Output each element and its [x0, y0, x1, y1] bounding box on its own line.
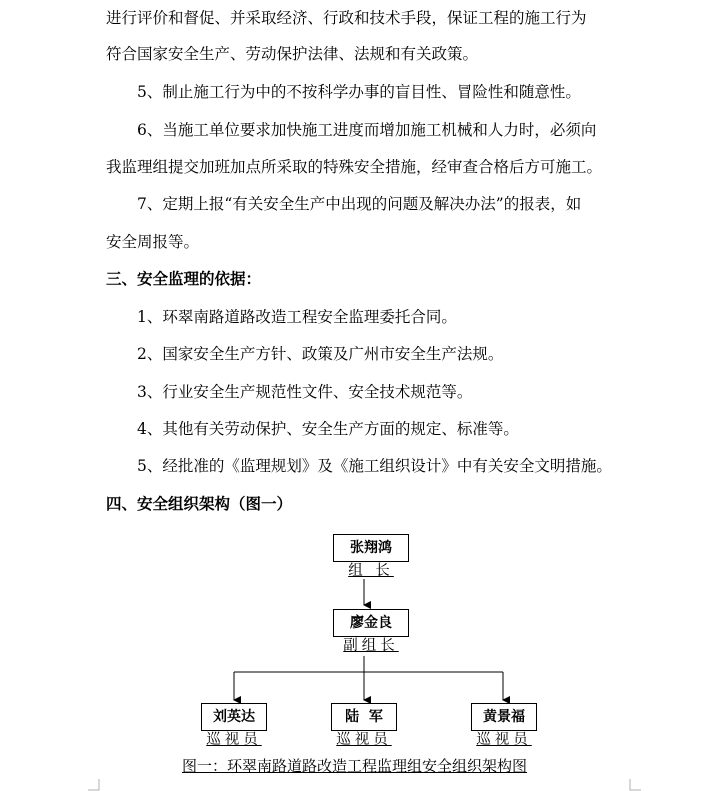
- org-node-deputy: 廖金良: [333, 609, 409, 637]
- org-node-inspector: 陆 军: [331, 703, 397, 731]
- list-item: 2、国家安全生产方针、政策及广州市安全生产法规。: [137, 345, 504, 363]
- org-role-inspector: 巡视员: [476, 732, 532, 748]
- list-item: 3、行业安全生产规范性文件、安全技术规范等。: [137, 383, 473, 401]
- org-role-inspector: 巡视员: [206, 732, 262, 748]
- body-line: 5、制止施工行为中的不按科学办事的盲目性、冒险性和随意性。: [137, 83, 581, 101]
- list-item: 5、经批准的《监理规划》及《施工组织设计》中有关安全文明措施。: [137, 457, 612, 475]
- org-node-inspector: 黄景福: [471, 703, 537, 731]
- org-role-inspector: 巡视员: [336, 732, 392, 748]
- list-item: 4、其他有关劳动保护、安全生产方面的规定、标准等。: [137, 420, 519, 438]
- body-line: 进行评价和督促、并采取经济、行政和技术手段，保证工程的施工行为: [106, 9, 587, 27]
- body-line: 安全周报等。: [106, 233, 200, 251]
- figure-caption: 图一：环翠南路道路改造工程监理组安全组织架构图: [182, 757, 528, 775]
- section-heading: 四、安全组织架构（图一）: [106, 495, 293, 513]
- list-item: 1、环翠南路道路改造工程安全监理委托合同。: [137, 308, 457, 326]
- body-line: 7、定期上报“有关安全生产中出现的问题及解决办法”的报表，如: [137, 195, 582, 213]
- page-corner-mark: [629, 779, 641, 791]
- section-heading: 三、安全监理的依据：: [106, 270, 262, 288]
- org-node-inspector: 刘英达: [201, 703, 267, 731]
- body-line: 6、当施工单位要求加快施工进度而增加施工机械和人力时，必须向: [137, 121, 597, 139]
- page-corner-mark: [88, 779, 100, 791]
- body-line: 我监理组提交加班加点所采取的特殊安全措施，经审查合格后方可施工。: [106, 158, 603, 176]
- body-line: 符合国家安全生产、劳动保护法律、法规和有关政策。: [106, 45, 479, 63]
- org-role-deputy: 副组长: [343, 638, 399, 654]
- org-node-leader: 张翔鸿: [333, 534, 409, 562]
- org-role-leader: 组 长: [348, 563, 394, 579]
